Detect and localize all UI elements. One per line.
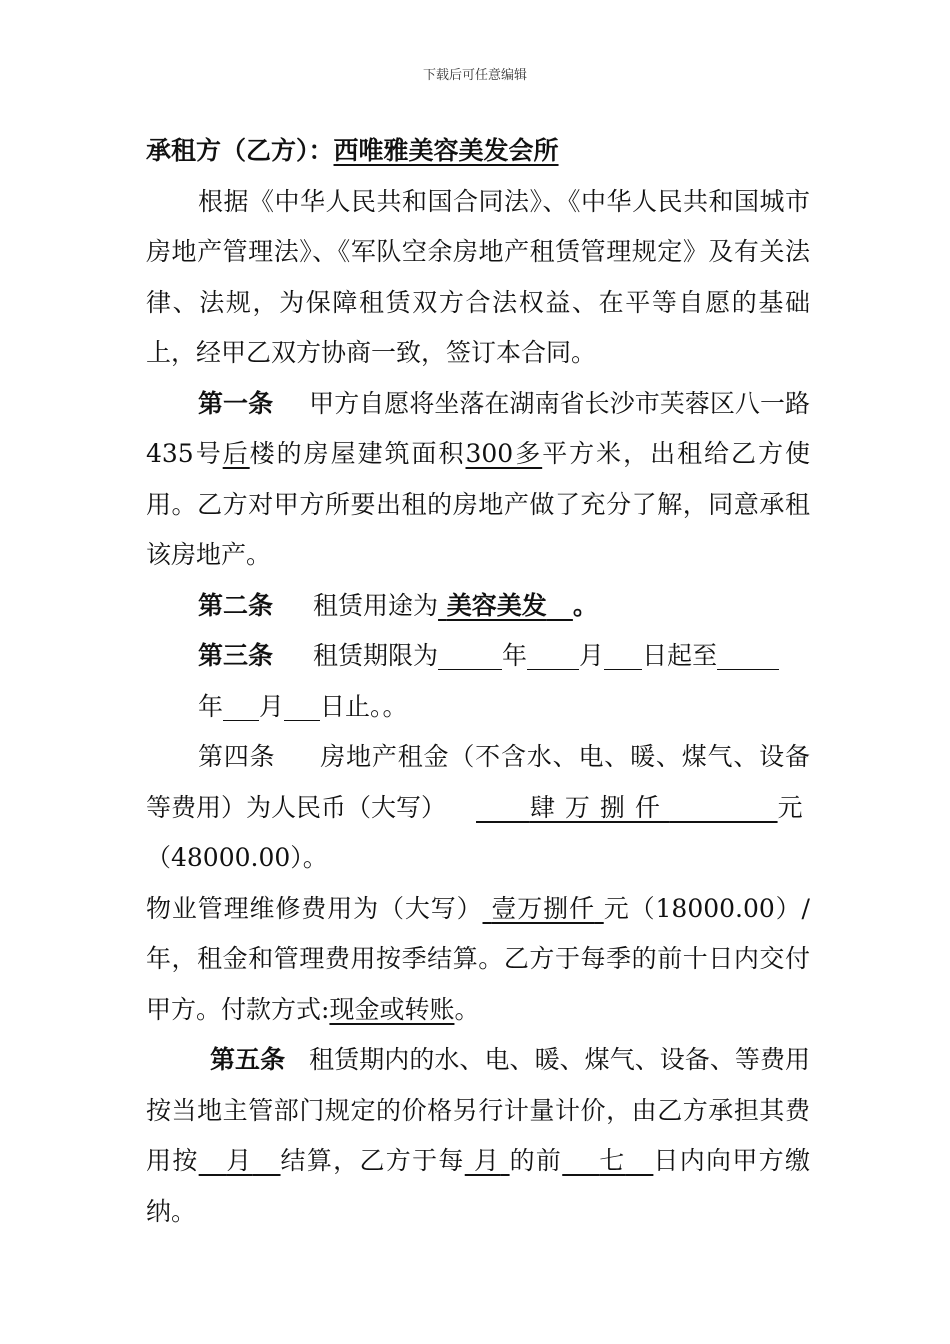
article-2-title: 第二条: [198, 590, 274, 620]
article-4: [146, 732, 810, 833]
mgmt-end: 。: [454, 994, 480, 1024]
article-2: [146, 581, 810, 632]
lease-purpose: 美容美发: [446, 590, 547, 620]
end-year-blank[interactable]: [717, 635, 779, 670]
article-3-text: 租赁期限为: [313, 641, 439, 670]
article-1-text-3: 平方米，出租给乙方使用。乙方对甲方所要出租的房地产做了充分了解，同意承租该房地产。: [146, 439, 810, 569]
article-3-continued: [146, 682, 810, 733]
mgmt-text-2: 元（18000.00）/年，租金和管理费用按季结算。乙方于每季的前十日内交付甲方。付款方式:: [146, 893, 810, 1024]
article-5: [146, 1035, 810, 1237]
article-1-text-1: 甲方自愿将坐落在湖南省长沙市芙蓉区八一路435号: [146, 388, 810, 468]
rent-amount-number: （48000.00）。: [146, 843, 328, 872]
article-4-text: 房地产租金（不含水、电、暖、煤气、设备等费用）为人民币（大写）: [146, 742, 810, 822]
article-2-text: 租赁用途为: [313, 590, 439, 620]
lessee-line: [146, 126, 810, 177]
article-5-text-3: 的前: [509, 1146, 563, 1175]
management-fee: [146, 884, 810, 1036]
article-5-title: 第五条: [210, 1045, 286, 1074]
start-year-blank[interactable]: [438, 635, 502, 670]
start-month-blank[interactable]: [527, 635, 579, 670]
article-3-title: 第三条: [198, 641, 274, 670]
article-5-text-2: 结算，乙方于每: [280, 1146, 465, 1175]
payment-cycle: 月: [474, 1146, 501, 1175]
settlement-cycle: 月: [226, 1146, 253, 1175]
contract-body: [146, 126, 810, 1237]
mgmt-text-1: 物业管理维修费用为（大写）: [146, 893, 483, 923]
lessee-label: 承租方（乙方）：: [146, 136, 334, 165]
start-day-label: 日起至: [642, 641, 718, 670]
article-2-end: 。: [572, 590, 598, 620]
payment-days: 七: [599, 1146, 626, 1175]
page-header-note: 下载后可任意编辑: [422, 68, 527, 83]
article-1-text-2: 楼的房屋建筑面积: [249, 439, 466, 468]
end-year-label: 年: [198, 691, 224, 721]
end-month-label: 月: [259, 691, 285, 721]
rent-amount-words: 肆万捌仟: [529, 792, 670, 822]
article-5-text-1: 租赁期内的水、电、暖、煤气、设备、等费用按当地主管部门规定的价格另行计量计价，由乙方承担其费用按: [146, 1045, 810, 1175]
floor-area: 300多: [465, 439, 543, 468]
rent-yuan: 元: [777, 792, 803, 822]
intro-paragraph: 根据《中华人民共和国合同法》、《中华人民共和国城市房地产管理法》、《军队空余房地产租赁管理规定》及有关法律、法规，为保障租赁双方合法权益、在平等自愿的基础上，经甲乙双方协商一致，签订本合同。: [146, 186, 810, 367]
start-day-blank[interactable]: [604, 635, 642, 670]
end-month-blank[interactable]: [223, 686, 259, 721]
start-month-label: 月: [579, 641, 605, 670]
lessee-name: 西唯雅美容美发会所: [333, 136, 559, 165]
article-4-title: 第四条: [198, 742, 276, 771]
end-day-blank[interactable]: [284, 686, 320, 721]
building-position: 后: [222, 439, 250, 468]
mgmt-amount-words: 壹万捌仟: [491, 893, 595, 923]
payment-method: 现金或转账: [329, 994, 455, 1024]
article-1: [146, 379, 810, 581]
end-day-label: 日止。。: [320, 691, 408, 721]
start-year-label: 年: [502, 641, 528, 670]
article-1-title: 第一条: [198, 388, 274, 418]
article-5-text-4: 日内向甲方缴纳。: [146, 1146, 810, 1226]
article-3: [146, 631, 810, 682]
